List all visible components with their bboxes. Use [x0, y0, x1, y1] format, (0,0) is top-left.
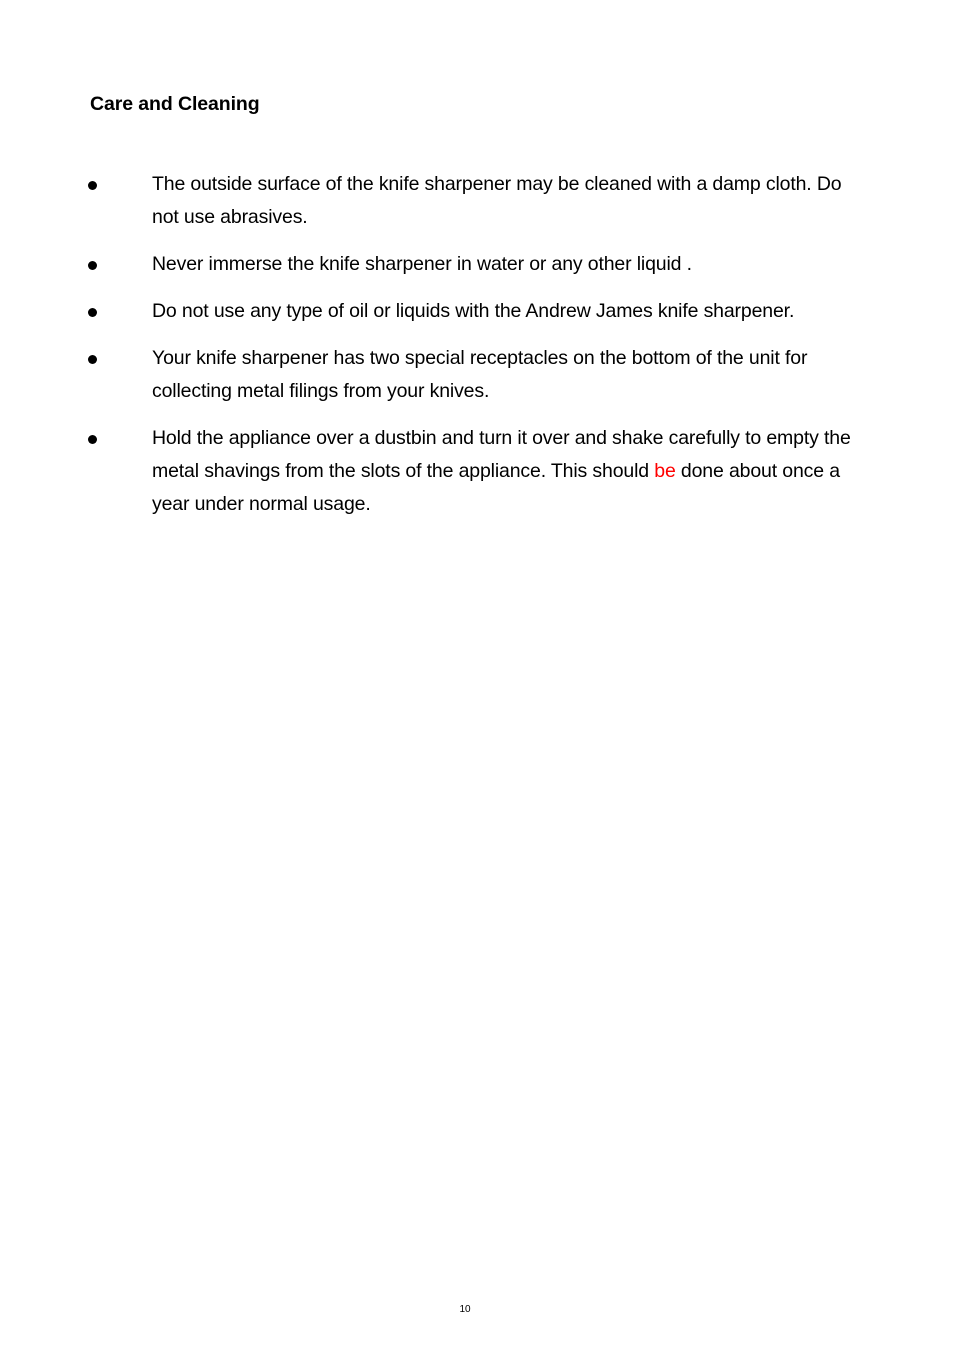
page-number: 10 — [459, 1304, 471, 1315]
bullet-icon — [88, 261, 97, 270]
bullet-text: Never immerse the knife sharpener in water or any other liquid . — [152, 253, 692, 275]
bullet-icon — [88, 308, 97, 317]
bullet-icon — [88, 181, 97, 190]
bullet-text: Your knife sharpener has two special receptacles on the bottom of the unit for collecting metal filings from your knives. — [152, 347, 808, 402]
bullet-text: Do not use any type of oil or liquids with the Andrew James knife sharpener. — [152, 300, 795, 322]
bullet-item — [0, 168, 872, 234]
bullet-item — [0, 248, 872, 281]
highlighted-word: be — [654, 460, 676, 482]
bullet-icon — [88, 435, 97, 444]
bullet-item — [0, 295, 872, 328]
bullet-text: The outside surface of the knife sharpener may be cleaned with a damp cloth. Do not use abrasives. — [152, 173, 842, 228]
bullet-text-before: Hold the appliance over a dustbin and turn it over and shake carefully to empty the metal shavings from the slots of the appliance. This should — [152, 427, 851, 482]
bullet-list — [0, 168, 954, 535]
bullet-text-after: done about once a year under normal usage. — [152, 460, 840, 515]
section-heading: Care and Cleaning — [90, 93, 260, 115]
bullet-icon — [88, 355, 97, 364]
bullet-item — [0, 342, 872, 408]
bullet-item — [0, 422, 872, 521]
